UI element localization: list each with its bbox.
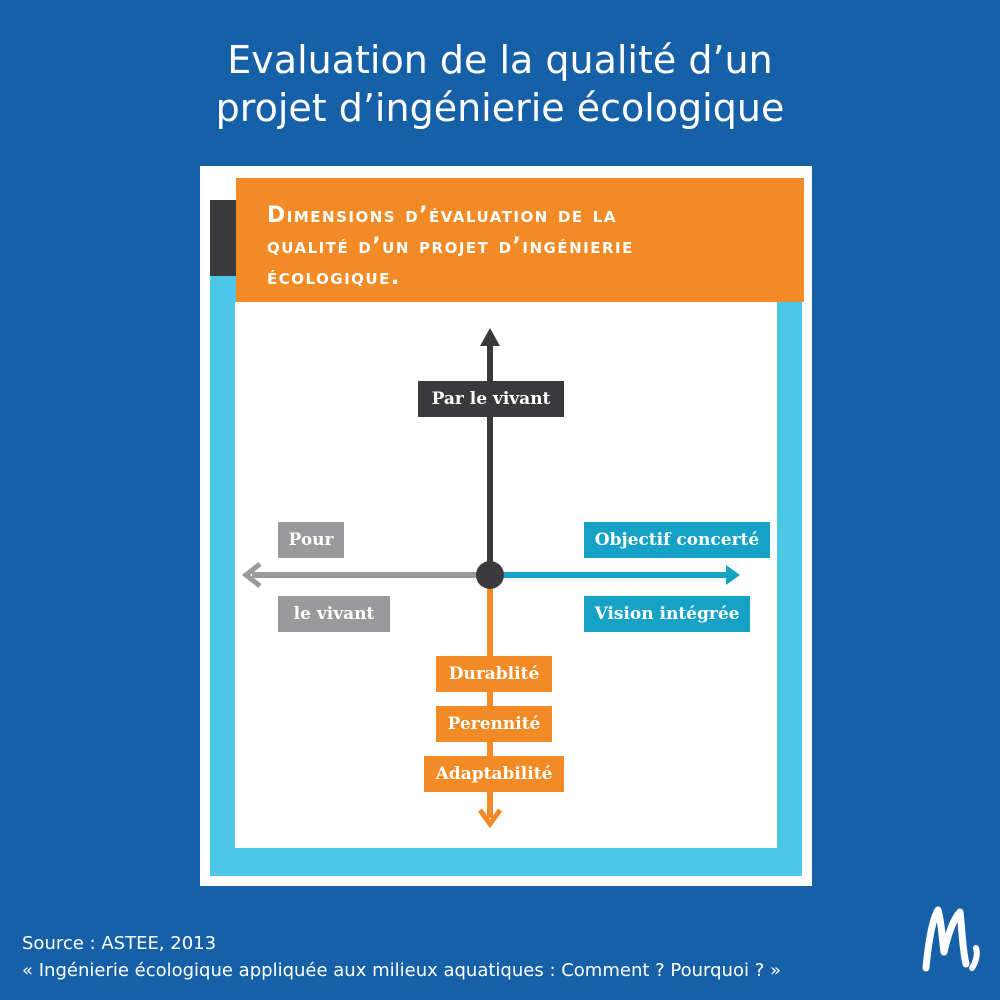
- card-header-line-1: Dimensions d’évaluation de la: [267, 203, 617, 228]
- m-brand-logo-icon: [918, 890, 988, 990]
- axis-label-objectif-concerte: Objectif concerté: [584, 522, 770, 558]
- reference-line: « Ingénierie écologique appliquée aux milieux aquatiques : Comment ? Pourquoi ? »: [22, 960, 781, 981]
- up-arrowhead-icon: [480, 328, 500, 346]
- axis-label-pour: Pour: [278, 522, 344, 558]
- center-node: [476, 561, 504, 589]
- card-header-line-3: écologique.: [267, 265, 401, 290]
- right-arrowhead-icon: [726, 565, 740, 585]
- page-title-line-2: projet d’ingénierie écologique: [215, 86, 785, 130]
- source-citation: [22, 930, 781, 984]
- page-title: [0, 36, 1000, 132]
- axis-label-durablite: Durablité: [436, 656, 552, 692]
- page-title-line-1: Evaluation de la qualité d’un: [227, 38, 773, 82]
- axis-label-adaptabilite: Adaptabilité: [424, 756, 564, 792]
- axis-label-le-vivant: le vivant: [278, 596, 390, 632]
- card-header-line-2: qualité d’un projet d’ingénierie: [267, 234, 634, 259]
- diagram-card: [200, 166, 812, 886]
- axis-label-perennite: Perennité: [436, 706, 552, 742]
- axis-label-vision-integree: Vision intégrée: [584, 596, 750, 632]
- source-line: Source : ASTEE, 2013: [22, 933, 217, 954]
- axis-label-par-le-vivant: Par le vivant: [418, 381, 564, 417]
